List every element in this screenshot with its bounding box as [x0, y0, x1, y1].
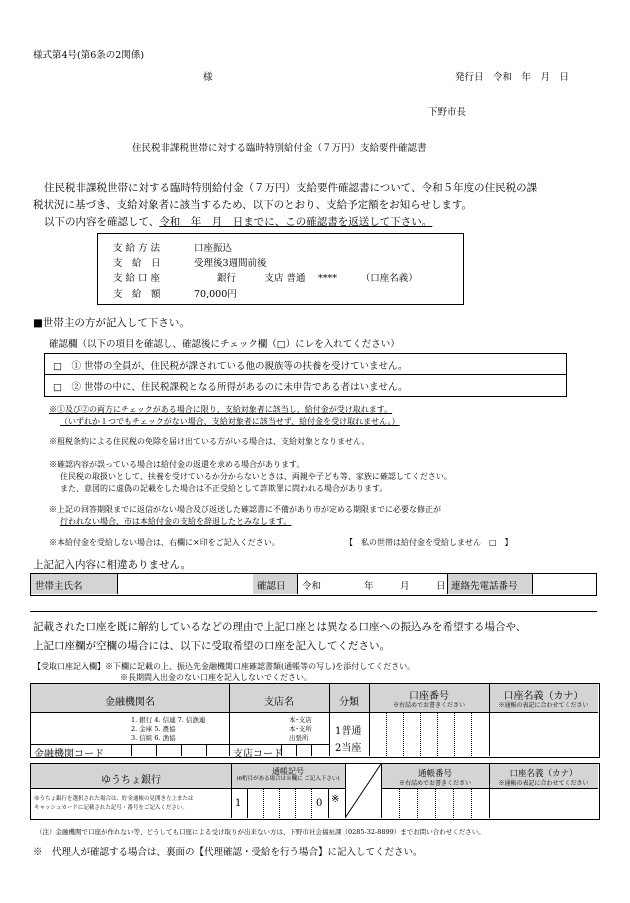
account-note-2: ※長期間入出金のない口座を記入しないでください。	[120, 673, 312, 682]
branch-code-label: 支店コード	[233, 749, 283, 760]
reiwa-label: 令和	[302, 581, 322, 592]
phone-label: 連絡先電話番号	[451, 581, 518, 592]
method-label: 支 給 方 法	[113, 243, 161, 254]
bank-table	[30, 683, 600, 758]
yucho-mark: ※	[331, 794, 340, 805]
date-value: 受理後3週間前後	[194, 258, 267, 269]
account-note-1: 【受取口座記入欄】※下欄に記載の上、振込先金融機関口座確認書類(通帳等の写し)を添付してください。	[33, 662, 416, 671]
page-title: 住民税非課税世帯に対する臨時特別給付金（７万円）支給要件確認書	[132, 143, 427, 154]
note-1a: ※①及び②の両方にチェックがある場合に限り、支給対象者に該当し、給付金が受け取れます。	[49, 405, 393, 414]
yucho-symbol-note: (6桁目がある場合は※欄に ご記入下さい)	[236, 776, 340, 782]
yucho-table	[30, 763, 600, 820]
yucho-number: 通帳番号	[417, 769, 452, 779]
householder-heading: ■世帯主の方が記入して下さい。	[33, 317, 190, 329]
date-label: 支 給 日	[113, 258, 161, 269]
note-5: ※本給付金を受給しない場合は、右欄に×印をご記入ください。	[49, 538, 280, 547]
householder-name-label: 世帯主氏名	[35, 581, 83, 592]
branch-types-2: 本･支所	[289, 725, 312, 733]
col-branch-name: 支店名	[264, 697, 294, 708]
note-3a: ※確認内容が誤っている場合は給付金の返還を求める場合があります。	[49, 460, 305, 469]
bank-code-label: 金融機関コード	[34, 749, 104, 760]
note-4a: ※上記の回答期限までに返信がない場合及び返送した確認書に不備があり市が定める期限までに必要な修正が	[49, 505, 441, 514]
yucho-label: ゆうちょ銀行	[101, 775, 161, 786]
section-divider	[30, 611, 597, 612]
bank-types-3: 3. 信組 6. 漁協	[131, 734, 176, 742]
note-3c: また、意図的に虚偽の記載をした場合は不正受給として詐欺罪に問われる場合があります。	[60, 484, 388, 493]
payment-info-box	[97, 233, 464, 305]
yucho-holder: 口座名義（カナ）	[509, 769, 578, 779]
confirm-date-label: 確認日	[257, 581, 286, 592]
intro-line-3	[44, 214, 432, 229]
col-account-no: 口座番号	[409, 691, 449, 702]
check-box	[44, 353, 567, 397]
amount-value: 70,000円	[194, 289, 237, 300]
intro-line-2: 税状況に基づき、支給対象者に該当するため、以下のとおり、支給予定額をお知らせします。	[33, 199, 473, 211]
category-1[interactable]: 1普通	[335, 726, 362, 737]
confirm-row	[30, 573, 597, 596]
confirm-statement: 上記記入内容に相違ありません。	[33, 559, 192, 571]
recipient-suffix: 様	[203, 72, 213, 83]
bank-types-2: 2. 金庫 5. 農協	[131, 725, 176, 733]
issue-date: 発行日 令和 年 月 日	[455, 72, 570, 83]
return-deadline: 令和 年 月 日までに、この確認書を返送して下さい。	[159, 216, 433, 228]
col-holder-note: ※通帳の表記に合わせてください	[498, 702, 589, 709]
yucho-desc-2: キャッシュカードに記載された記号・番号をご記入ください。	[34, 805, 188, 811]
account-label: 支 給 口 座	[113, 273, 161, 284]
yucho-number-note: ※右詰めでお書きください	[398, 780, 471, 787]
phone-field[interactable]	[531, 574, 595, 594]
col-category: 分類	[339, 697, 359, 708]
householder-name-field[interactable]	[117, 574, 254, 594]
footer-note: （注）金融機関で口座が作れない等、どうしても口座による受け取りが出来ない方は、下野市社会福祉課（0285-32-8899）までお問い合わせください。	[36, 828, 485, 836]
amount-label: 支 給 額	[113, 289, 161, 300]
intro-line-3-a: 以下の内容を確認して、	[44, 216, 160, 228]
col-holder: 口座名義（カナ）	[503, 691, 584, 702]
check-item-2[interactable]: □ ② 世帯の中に、住民税課税となる所得があるのに未申告である者はいません。	[53, 382, 408, 393]
check-heading: 確認欄（以下の項目を確認し、確認後にチェック欄（□）にレを入れてください）	[49, 339, 400, 350]
note-3b: 住民税の取扱いとして、扶養を受けているか分からないときは、両親や子ども等、家族に確認してください。	[60, 472, 452, 481]
note-2: ※租税条約による住民税の免除を届け出ている方がいる場合は、支給対象となりません。	[49, 437, 370, 446]
note-4b: 行われない場合、市は本給付金の支給を辞退したとみなします。	[60, 517, 292, 526]
category-2[interactable]: 2当座	[335, 743, 362, 754]
agent-note: ※ 代理人が確認する場合は、裏面の【代理確認・受給を行う場合】に記入してください。	[33, 847, 423, 858]
day-label: 日	[436, 581, 446, 592]
yucho-symbol: 通帳記号	[272, 767, 304, 776]
form-number: 様式第4号(第6条の2関係)	[33, 50, 145, 61]
check-item-1[interactable]: □ ① 世帯の全員が、住民税が課されている他の親族等の扶養を受けていません。	[53, 361, 408, 372]
yucho-holder-note: ※通帳の表記に合わせてください	[498, 780, 589, 787]
yucho-digit-1: 1	[235, 798, 242, 809]
col-account-no-note: ※右詰めでお書きください	[392, 702, 465, 709]
diagonal-slash	[345, 764, 381, 818]
yucho-desc-1: ゆうちょ銀行を選択された場合は、貯金通帳の見開き左上または	[34, 796, 194, 802]
branch-types-3: 出張所	[289, 734, 309, 742]
account-value: 銀行 支店 普通 **** （口座名義）	[217, 273, 418, 284]
decline-box[interactable]: 【 私の世帯は給付金を受給しません □ 】	[345, 538, 513, 547]
intro-line-1: 住民税非課税世帯に対する臨時特別給付金（７万円）支給要件確認書について、令和５年度の住民税の課	[44, 182, 538, 194]
account-change-line-1: 記載された口座を既に解約しているなどの理由で上記口座とは異なる口座への振込みを希望する場合や、	[33, 621, 527, 633]
account-change-line-2: 上記口座欄が空欄の場合には、以下に受取希望の口座を記入してください。	[33, 640, 390, 652]
note-1b: （いずれか１つでもチェックがない場合、支給対象者に該当せず、給付金を受け取れません。）	[60, 417, 400, 426]
issuer: 下野市長	[428, 107, 467, 118]
col-bank-name: 金融機関名	[105, 697, 155, 708]
branch-types-1: 本･支店	[289, 716, 312, 724]
yucho-digit-0: 0	[316, 798, 323, 809]
year-label: 年	[364, 581, 374, 592]
month-label: 月	[400, 581, 410, 592]
method-value: 口座振込	[194, 243, 233, 254]
bank-types-1: 1. 銀行 4. 信連 7. 信漁連	[131, 716, 206, 724]
